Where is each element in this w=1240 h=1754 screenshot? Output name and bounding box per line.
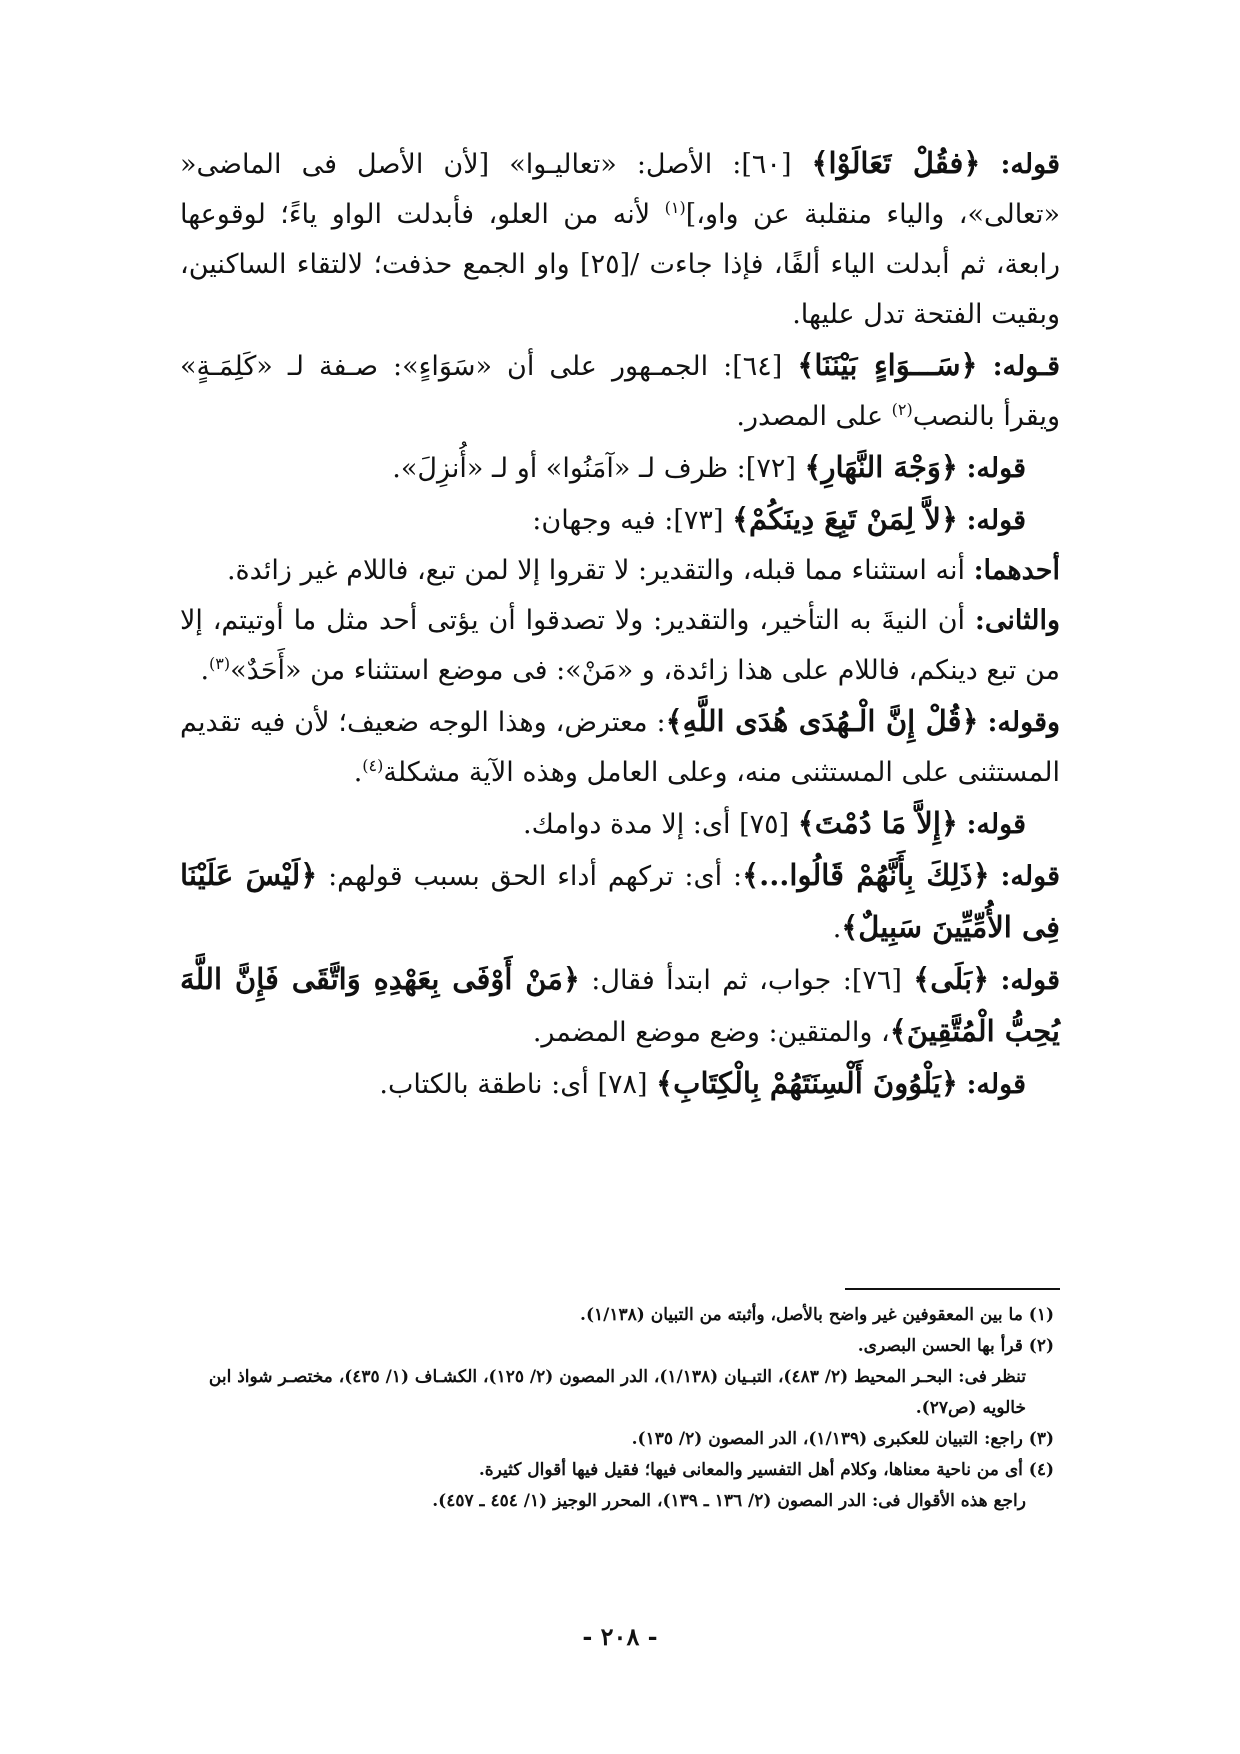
paragraph-text: [٦٠]: الأصل: «تعاليـوا» [لأن الأصل فى الماضى« «تعالى»، والياء منقلبة عن واو،] <box>180 149 1060 230</box>
paragraph-6 <box>180 596 1060 696</box>
paragraph-lead: قوله: <box>966 453 1026 484</box>
footnote-1: (١) ما بين المعقوفين غير واضح بالأصل، وأثبته من التبيان (١/١٣٨). <box>580 1305 1054 1325</box>
paragraph-9 <box>180 850 1060 954</box>
paragraph-lead: وقوله: <box>987 707 1061 738</box>
paragraph-1 <box>180 138 1060 340</box>
paragraph-text: لأنه من العلو، فأبدلت الواو ياءً؛ لوقوعها رابعة، ثم أبدلت الياء ألفًا، فإذا جاءت /[٢٥] واو الجمع حذفت؛ لالتقاء الساكنين، وبقيت الفتحة تدل عليها. <box>180 199 1060 330</box>
quran-verse: ﴿بَلَى﴾ <box>913 962 990 996</box>
quran-verse: ﴿إِلاَّ مَا دُمْتَ﴾ <box>797 806 958 840</box>
paragraph-5 <box>180 546 1060 596</box>
paragraph-text: [٧٨] أى: ناطقة بالكتاب. <box>379 1069 657 1100</box>
paragraph-text: أنه استثناء مما قبله، والتقدير: لا تقروا إلا لمن تبع، فاللام غير زائدة. <box>226 555 974 586</box>
quran-verse: ﴿لاَّ لِمَنْ تَبِعَ دِينَكُمْ﴾ <box>732 502 958 536</box>
paragraph-text: . <box>353 757 363 788</box>
footnote-3: (٣) راجع: التبيان للعكبرى (١/١٣٩)، الدر المصون (٢/ ١٣٥). <box>631 1429 1054 1449</box>
footnote-4-continuation: راجع هذه الأقوال فى: الدر المصون (٢/ ١٣٦ ـ ١٣٩)، المحرر الوجيز (١/ ٤٥٤ ـ ٤٥٧). <box>432 1491 1026 1511</box>
paragraph-lead: قوله: <box>966 1069 1026 1100</box>
paragraph-lead: والثانى: <box>974 605 1060 636</box>
paragraph-lead: قـوله: <box>992 351 1060 382</box>
paragraph-text: على المصدر. <box>736 401 892 432</box>
quran-verse: ﴿وَجْهَ النَّهَارِ﴾ <box>804 450 958 484</box>
paragraph-text: : معترض، وهذا الوجه ضعيف؛ لأن فيه تقديم المستثنى على المستثنى منه، وعلى العامل وهذه الآية مشكلة <box>180 707 1060 788</box>
paragraph-8 <box>180 798 1060 850</box>
paragraph-lead: قوله: <box>1000 861 1060 892</box>
footnote-ref: (٣) <box>209 654 231 673</box>
footnote-2-continuation: تنظر فى: البحـر المحيط (٢/ ٤٨٣)، التبـيان (١/١٣٨)، الدر المصون (٢/ ١٢٥)، الكشـاف (١/ ٤٣٥)، مختصـر شواذ ابن خالويه (ص٢٧). <box>208 1367 1026 1418</box>
paragraph-lead: قوله: <box>966 505 1026 536</box>
paragraph-text: [٦٤]: الجمـهور على أن «سَوَاءٍ»: صـفة لـ «كَلِمَـةٍ» ويقرأ بالنصب <box>180 351 1060 432</box>
footnote-ref: (١) <box>664 198 686 217</box>
footnote-4: (٤) أى من ناحية معناها، وكلام أهل التفسير والمعانى فيها؛ فقيل فيها أقوال كثيرة. <box>478 1460 1054 1480</box>
paragraph-text: [٧٥] أى: إلا مدة دوامك. <box>523 809 798 840</box>
paragraph-text: : أى: تركهم أداء الحق بسبب قولهم: <box>317 861 743 892</box>
paragraph-10 <box>180 954 1060 1058</box>
quran-verse: ﴿لَيْسَ عَلَيْنَا فِى الأُمِّيِّينَ سَبِيلٌ﴾ <box>180 858 1060 944</box>
paragraph-3 <box>180 442 1060 494</box>
paragraph-4 <box>180 494 1060 546</box>
paragraph-7 <box>180 696 1060 798</box>
quran-verse: ﴿ذَلِكَ بِأَنَّهُمْ قَالُوا...﴾ <box>742 858 990 892</box>
paragraph-text: . <box>200 655 210 686</box>
paragraph-text: [٧٢]: ظرف لـ «آمَنُوا» أو لـ «أُنزِلَ». <box>392 453 805 484</box>
paragraph-text: [٧٦]: جواب، ثم ابتدأ فقال: <box>579 965 914 996</box>
footnotes <box>180 1300 1060 1517</box>
paragraph-lead: قوله: <box>966 809 1026 840</box>
footnote-ref: (٢) <box>891 400 913 419</box>
quran-verse: ﴿يَلْوُونَ أَلْسِنَتَهُمْ بِالْكِتَابِ﴾ <box>656 1066 958 1100</box>
quran-verse: ﴿سَـــوَاءٍ بَيْنَنَا﴾ <box>797 348 978 382</box>
quran-verse: ﴿قُلْ إِنَّ الْـهُدَى هُدَى اللَّهِ﴾ <box>665 704 979 738</box>
quran-verse: ﴿فقُلْ تَعَالَوْا﴾ <box>811 146 981 180</box>
paragraph-text: . <box>832 913 842 944</box>
footnote-2: (٢) قرأ بها الحسن البصرى. <box>857 1336 1054 1356</box>
footnote-divider <box>845 1288 1060 1290</box>
page-number: - ٢٠٨ - <box>582 1622 658 1651</box>
quran-verse: ﴿مَنْ أَوْفَى بِعَهْدِهِ وَاتَّقَى فَإِنَّ اللَّهَ يُحِبُّ الْمُتَّقِينَ﴾ <box>180 962 1060 1048</box>
paragraph-lead: أحدهما: <box>973 555 1060 586</box>
paragraph-2 <box>180 340 1060 442</box>
footnote-ref: (٤) <box>362 756 384 775</box>
paragraph-text: [٧٣]: فيه وجهان: <box>532 505 733 536</box>
paragraph-11 <box>180 1058 1060 1110</box>
paragraph-text: أن النيةَ به التأخير، والتقدير: ولا تصدقوا أن يؤتى أحد مثل ما أوتيتم، إلا من تبع دينكم، فاللام على هذا زائدة، و «مَنْ»: فى موضع استثناء من «أَحَدٌ» <box>180 605 1060 686</box>
paragraph-lead: قوله: <box>1000 149 1060 180</box>
main-text <box>180 138 1060 1110</box>
paragraph-lead: قوله: <box>1000 965 1060 996</box>
paragraph-text: ، والمتقين: وضع موضع المضمر. <box>532 1017 890 1048</box>
